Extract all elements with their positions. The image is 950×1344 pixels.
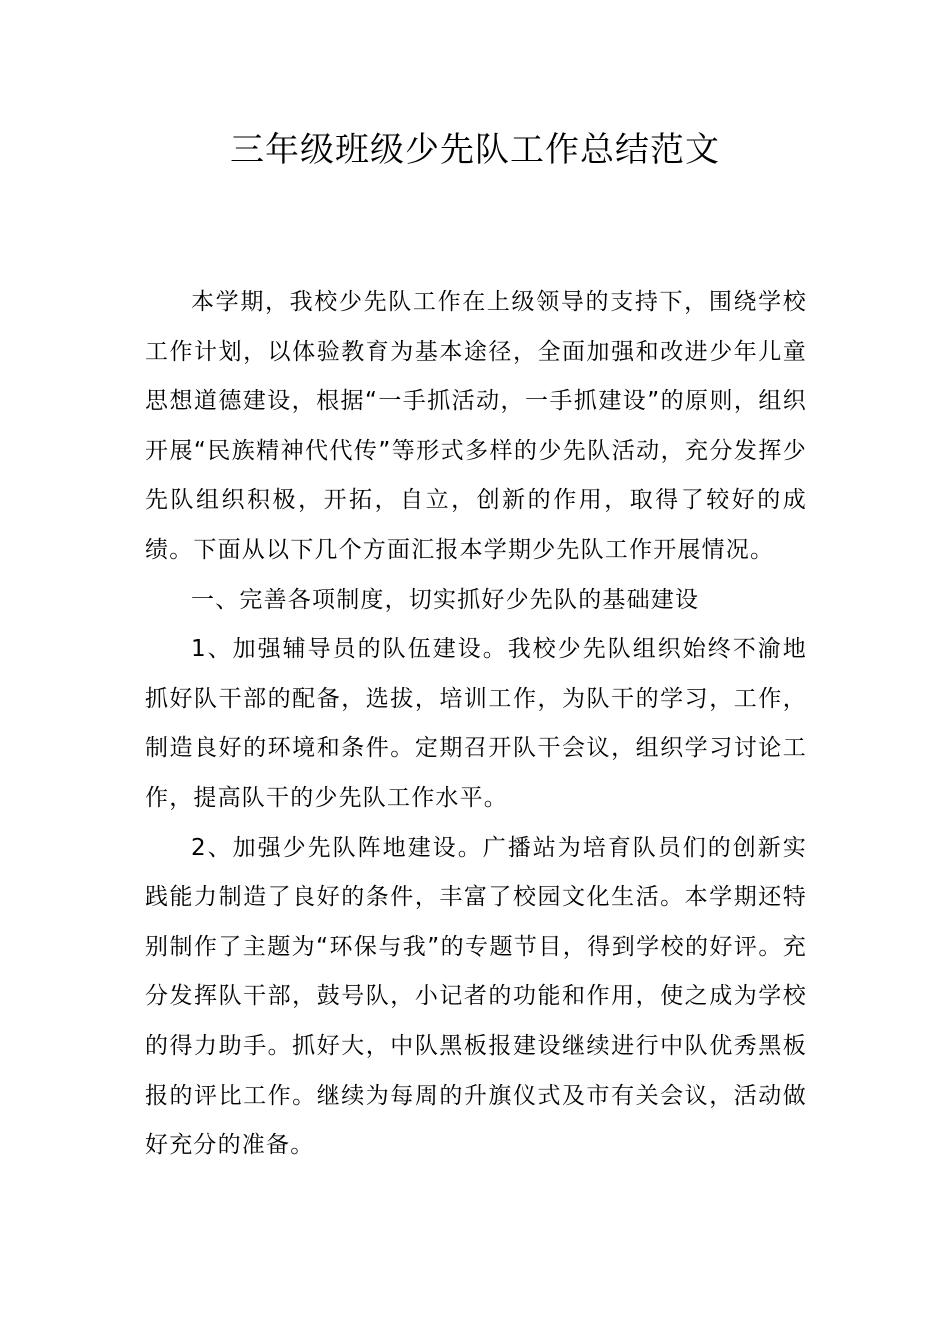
paragraph-item-1: 1、加强辅导员的队伍建设。我校少先队组织始终不渝地抓好队干部的配备，选拔，培训工作，为队干的学习，工作，制造良好的环境和条件。定期召开队干会议，组织学习讨论工作，提高队干的少先队工作水平。 xyxy=(145,636,807,811)
document-title: 三年级班级少先队工作总结范文 xyxy=(230,130,720,170)
paragraph-intro: 本学期，我校少先队工作在上级领导的支持下，围绕学校工作计划，以体验教育为基本途径，全面加强和改进少年儿童思想道德建设，根据“一手抓活动，一手抓建设”的原则，组织开展“民族精神代代传”等形式多样的少先队活动，充分发挥少先队组织积极，开拓，自立，创新的作用，取得了较好的成绩。下面从以下几个方面汇报本学期少先队工作开展情况。 xyxy=(145,289,807,563)
paragraph-item-2: 2、加强少先队阵地建设。广播站为培育队员们的创新实践能力制造了良好的条件，丰富了校园文化生活。本学期还特别制作了主题为“环保与我”的专题节目，得到学校的好评。充分发挥队干部，鼓号队，小记者的功能和作用，使之成为学校的得力助手。抓好大，中队黑板报建设继续进行中队优秀黑板报的评比工作。继续为每周的升旗仪式及市有关会议，活动做好充分的准备。 xyxy=(145,834,807,1159)
paragraph-section-heading: 一、完善各项制度，切实抓好少先队的基础建设 xyxy=(191,586,700,613)
document-body xyxy=(145,278,807,1171)
